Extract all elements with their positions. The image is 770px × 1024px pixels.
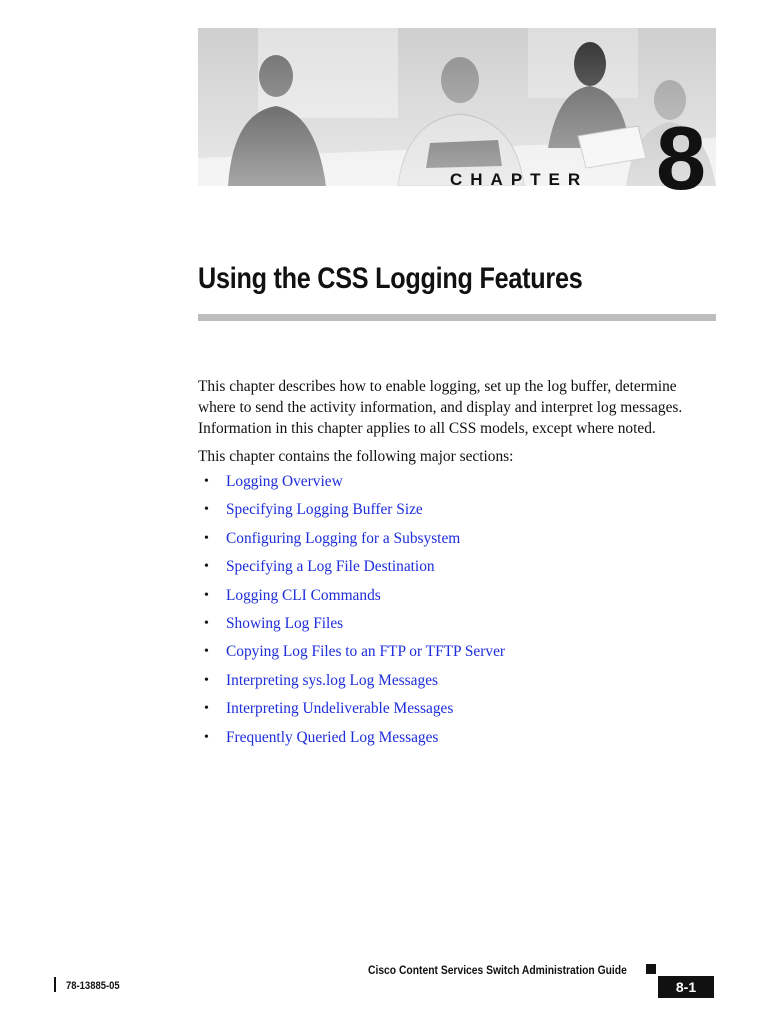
footer-guide-title: Cisco Content Services Switch Administration Guide (368, 963, 627, 977)
section-link-copying-log-files[interactable]: Copying Log Files to an FTP or TFTP Server (226, 643, 506, 661)
section-link-logging-cli-commands[interactable]: Logging CLI Commands (226, 586, 381, 604)
chapter-banner-photo (198, 28, 716, 186)
intro-paragraph: This chapter describes how to enable logging, set up the log buffer, determine where to send the activity information, and display and interpret log messages. Information in this chapter applies to all CSS models, except where noted. (198, 378, 683, 437)
footer-page-number: 8-1 (658, 976, 714, 998)
footer-marker (646, 964, 656, 974)
footer-divider (54, 977, 56, 992)
bullet-icon: • (204, 530, 209, 546)
section-link-undeliverable-messages[interactable]: Interpreting Undeliverable Messages (226, 700, 454, 718)
list-item (198, 530, 718, 558)
title-rule (198, 314, 716, 321)
list-item (198, 643, 718, 671)
section-link-logging-overview[interactable]: Logging Overview (226, 473, 343, 490)
section-link-frequently-queried[interactable]: Frequently Queried Log Messages (226, 728, 439, 746)
bullet-icon: • (204, 587, 209, 603)
sections-lead-paragraph: This chapter contains the following major sections: (198, 448, 514, 465)
section-link-logging-buffer-size[interactable]: Specifying Logging Buffer Size (226, 501, 423, 519)
section-link-interpreting-syslog[interactable]: Interpreting sys.log Log Messages (226, 671, 439, 689)
list-item (198, 700, 718, 728)
bullet-icon: • (204, 729, 209, 745)
bullet-icon: • (204, 559, 209, 575)
chapter-body (198, 376, 718, 757)
list-item (198, 587, 718, 615)
bullet-icon: • (204, 474, 209, 489)
list-item (198, 615, 718, 643)
bullet-icon: • (204, 701, 209, 717)
list-item (198, 473, 718, 501)
list-item (198, 501, 718, 529)
list-item (198, 558, 718, 586)
banner-photo-image (198, 28, 716, 186)
chapter-label: CHAPTER (450, 170, 589, 189)
bullet-icon: • (204, 615, 209, 631)
major-sections-list (198, 473, 718, 757)
bullet-icon: • (204, 502, 209, 518)
list-item (198, 729, 718, 757)
section-link-log-file-destination[interactable]: Specifying a Log File Destination (226, 558, 435, 576)
footer-doc-number: 78-13885-05 (66, 980, 120, 992)
section-link-logging-subsystem[interactable]: Configuring Logging for a Subsystem (226, 529, 461, 547)
bullet-icon: • (204, 644, 209, 660)
chapter-title: Using the CSS Logging Features (198, 262, 583, 295)
list-item (198, 672, 718, 700)
section-link-showing-log-files[interactable]: Showing Log Files (226, 614, 344, 632)
bullet-icon: • (204, 672, 209, 688)
chapter-number: 8 (656, 109, 707, 209)
